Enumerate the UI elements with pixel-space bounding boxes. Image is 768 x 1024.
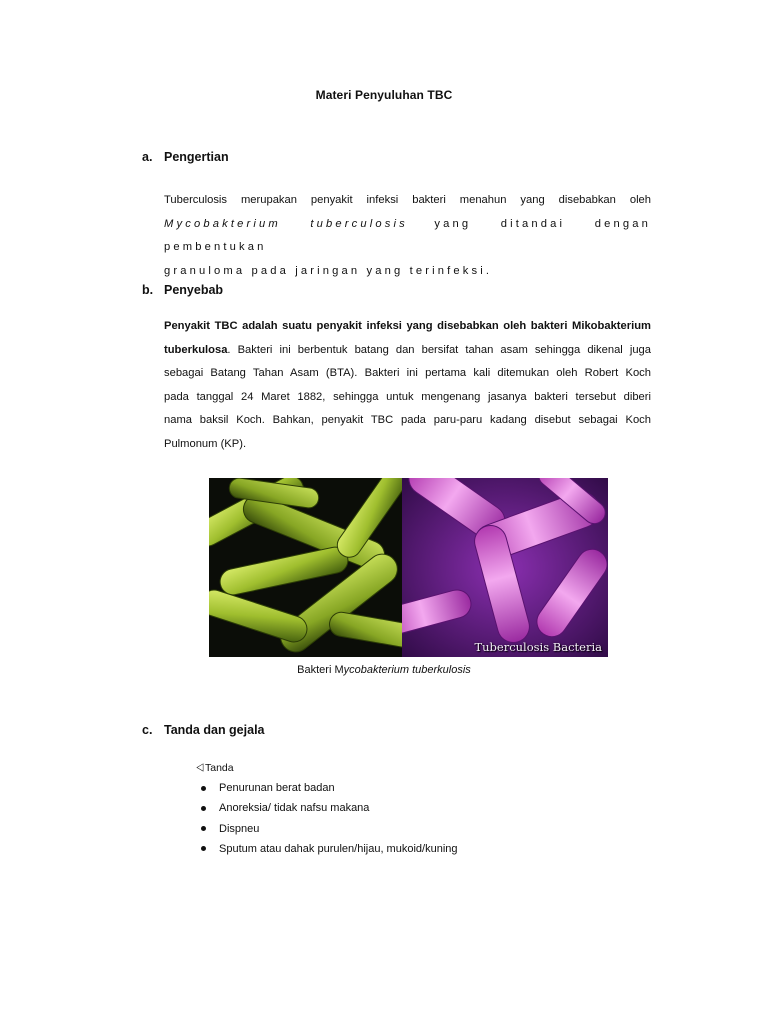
paragraph-text: . Bakteri ini berbentuk batang dan bersifat tahan asam sehingga dikenal juga [227,343,651,356]
section-letter: b. [142,283,154,297]
list-item-text: Penurunan berat badan [219,782,335,794]
section-title: Tanda dan gejala [164,723,265,737]
paragraph-line: sebagai Batang Tahan Asam (BTA). Bakteri ini pertama kali ditemukan oleh Robert Koch [164,367,651,379]
paragraph-line [164,315,651,339]
section-heading-pengertian [142,150,229,164]
section-title: Penyebab [164,283,224,297]
bacteria-figure [209,478,608,657]
section-letter: c. [142,723,153,737]
paragraph-pengertian [164,189,651,283]
paragraph-line: nama baksil Koch. Bahkan, penyakit TBC pada paru-paru kadang disebut sebagai Koch [164,414,651,426]
paragraph-penyebab [164,315,651,456]
arrow-left-icon: ⨞ [196,763,205,774]
figure-watermark: Tuberculosis Bacteria [474,640,602,654]
section-title: Pengertian [164,150,229,164]
bullet-icon [201,806,206,811]
list-item-text: Sputum atau dahak purulen/hijau, mukoid/kuning [219,842,458,855]
species-name: Mycobakterium tuberculosis [164,217,408,230]
paragraph-line: Tuberculosis merupakan penyakit infeksi bakteri menahun yang disebabkan oleh [164,194,651,206]
purple-bacteria-image [402,478,608,657]
document-title: Materi Penyuluhan TBC [315,88,453,102]
paragraph-text: yang ditandai dengan pembentukan [164,217,652,253]
section-heading-tanda-gejala [142,723,265,737]
list-item-text: Dispneu [219,822,260,835]
paragraph-line: Pulmonum (KP). [164,437,247,450]
symptom-list [200,780,458,861]
paragraph-line [164,339,651,363]
subheading-label: Tanda [205,762,234,774]
caption-italic: ycobakterium tuberkulosis [343,664,471,676]
section-letter: a. [142,150,153,164]
caption-prefix: Bakteri M [297,664,344,676]
list-item [200,780,458,800]
list-item [200,821,458,841]
figure-caption [0,664,768,676]
bullet-icon [201,826,206,831]
paragraph-line: granuloma pada jaringan yang terinfeksi. [164,264,493,277]
list-item-text: Anoreksia/ tidak nafsu makana [219,802,370,815]
section-heading-penyebab [142,283,223,297]
green-bacteria-image [209,478,402,657]
bold-term: tuberkulosa [164,343,228,356]
list-item [200,800,458,820]
bold-lead-text: Penyakit TBC adalah suatu penyakit infeksi yang disebabkan oleh bakteri Mikobakterium [164,320,651,332]
paragraph-line: pada tanggal 24 Maret 1882, sehingga untuk mengenang jasanya bakteri tersebut diberi [164,390,651,403]
bullet-icon [201,846,206,851]
paragraph-line [164,213,651,260]
list-item [200,841,458,861]
bullet-icon [201,786,206,791]
subheading-tanda [196,762,234,774]
